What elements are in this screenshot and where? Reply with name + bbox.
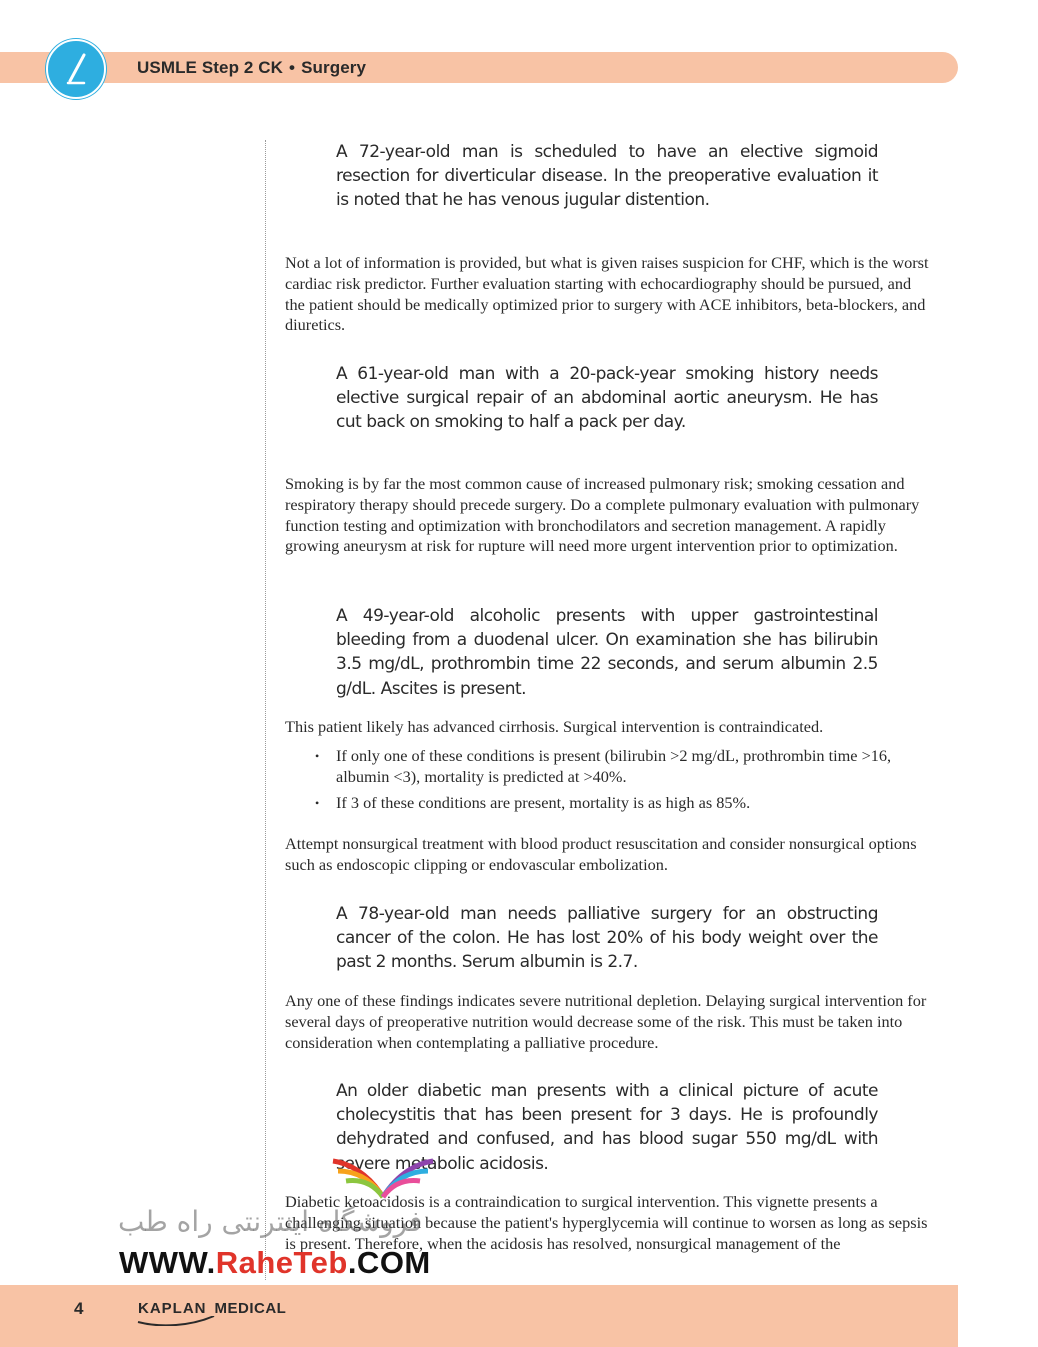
publisher-suffix: MEDICAL: [214, 1300, 287, 1317]
paragraph-chf: Not a lot of information is provided, but what is given raises suspicion for CHF, which is the worst cardiac risk predictor. Further evaluation starting with echocardiography should be pursued, and the patient should be medically optimized prior to surgery with ACE inhibitors, beta-blockers, and diuretics.: [285, 253, 929, 335]
vignette-nutrition: A 78-year-old man needs palliative surgery for an obstructing cancer of the colon. He has lost 20% of his body weight over the past 2 months. Serum albumin is 2.7.: [336, 904, 878, 973]
list-item-text: If only one of these conditions is present (bilirubin >2 mg/dL, prothrombin time >16, albumin <3), mortality is predicted at >40%.: [336, 746, 892, 786]
list-item: [285, 746, 935, 788]
kaplan-medical-logo: [138, 1300, 286, 1317]
bullet-icon: •: [315, 749, 320, 763]
scalpel-logo-icon: [46, 39, 106, 99]
paragraph-cirrhosis: This patient likely has advanced cirrhosis. Surgical intervention is contraindicated.: [285, 717, 824, 736]
list-item: [285, 793, 935, 814]
paragraph-smoking: Smoking is by far the most common cause of increased pulmonary risk; smoking cessation and respiratory therapy should precede surgery. Do a complete pulmonary evaluation with pulmonary function testing and optimization with bronchodilators and secretion management. A rapidly growing aneurysm at risk for rupture will need more urgent intervention prior to optimization.: [285, 474, 920, 556]
publisher-name: KAPLAN: [138, 1300, 207, 1317]
subject-title: Surgery: [301, 58, 367, 77]
book-logo-icon: [328, 1153, 438, 1205]
vignette-diabetic: An older diabetic man presents with a clinical picture of acute cholecystitis that has been present for 3 days. He is profoundly dehydrated and confused, and has blood sugar 550 mg/dL with severe metabolic acidosis.: [336, 1081, 878, 1174]
watermark-persian: فروشگاه اینترنتی راه طب: [118, 1205, 423, 1238]
swoosh-icon: [136, 1316, 216, 1326]
vignette-smoking: A 61-year-old man with a 20-pack-year smoking history needs elective surgical repair of an abdominal aortic aneurysm. He has cut back on smoking to half a pack per day.: [336, 364, 878, 433]
paragraph-nonsurgical: Attempt nonsurgical treatment with blood product resuscitation and consider nonsurgical options such as endoscopic clipping or endovascular embolization.: [285, 834, 917, 874]
vignette-chf: A 72-year-old man is scheduled to have an elective sigmoid resection for diverticular disease. In the preoperative evaluation it is noted that he has venous jugular distention.: [336, 142, 878, 211]
margin-rule: [265, 140, 266, 1280]
book-title: USMLE Step 2 CK: [137, 58, 284, 77]
url-suffix: .COM: [347, 1245, 431, 1280]
paragraph-ketoacidosis: Diabetic ketoacidosis is a contraindication to surgical intervention. This vignette presents a challenging situation because the patient's hyperglycemia will continue to worsen as long as sepsis is present. Therefore, when the acidosis has resolved, nonsurgical management of the: [285, 1192, 928, 1253]
url-prefix: WWW.: [119, 1245, 216, 1280]
mortality-list: [285, 746, 935, 818]
url-brand: RaheTeb: [215, 1245, 348, 1280]
header-separator: •: [289, 58, 296, 77]
watermark-url: [119, 1245, 431, 1281]
running-header: [137, 58, 366, 78]
page-number: 4: [74, 1299, 84, 1318]
bullet-icon: •: [315, 795, 320, 810]
list-item-text: If 3 of these conditions are present, mortality is as high as 85%.: [336, 792, 751, 812]
vignette-cirrhosis: A 49-year-old alcoholic presents with upper gastrointestinal bleeding from a duodenal ulcer. On examination she has bilirubin 3.5 mg/dL, prothrombin time 22 seconds, and serum albumin 2.5 g/dL. Ascites is present.: [336, 606, 878, 699]
paragraph-nutrition: Any one of these findings indicates severe nutritional depletion. Delaying surgical intervention for several days of preoperative nutrition would decrease some of the risk. This must be taken into consideration when contemplating a palliative procedure.: [285, 991, 927, 1052]
